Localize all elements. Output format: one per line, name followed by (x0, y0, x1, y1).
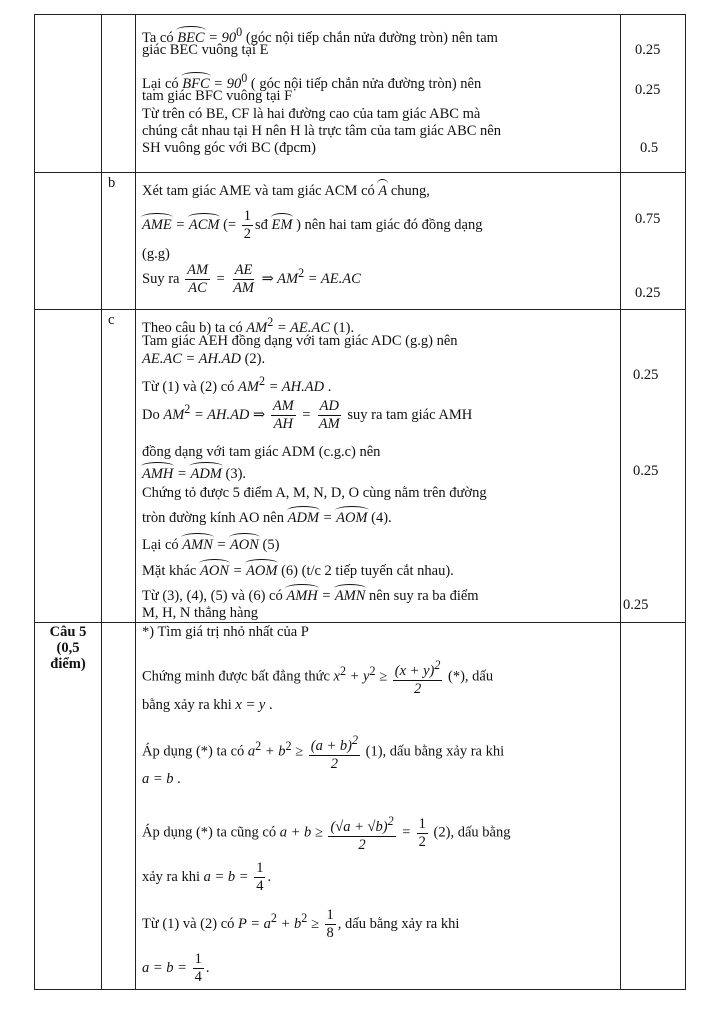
cau5-unit: điểm) (50, 656, 86, 672)
score-6: 0.25 (633, 367, 659, 383)
score-3: 0.5 (640, 140, 659, 156)
line-c5: Do $AM^2 = AH.AD$ ⇒ $\frac{AM}{AH}$ = $\frac{AD}{AM}$ suy ra tam giác AMH (142, 398, 473, 432)
row-divider-1 (35, 172, 685, 173)
column-divider-2 (135, 15, 136, 989)
line-d2: Chứng minh được bất đẳng thức $x^2 + y^2$ ≥ $\frac{(x + y)^2}{2}$ (*), dấu (142, 658, 494, 697)
line-c6: đồng dạng với tam giác ADM (c.g.c) nên (142, 444, 381, 460)
line-c1: Theo câu b) ta có $AM^2 = AE.AC$ (1). (142, 315, 355, 336)
column-divider-1 (101, 15, 102, 989)
sub-label-c: c (108, 312, 115, 328)
score-4: 0.75 (635, 211, 661, 227)
line-c8: Chứng tỏ được 5 điểm A, M, N, D, O cùng nằm trên đường (142, 485, 487, 501)
score-7: 0.25 (633, 463, 659, 479)
row-divider-3 (35, 622, 685, 623)
cau5-title: Câu 5 (49, 624, 87, 640)
line-c10: Lại có AMN = AON (5) (142, 537, 280, 553)
line-a6: chúng cắt nhau tại H nên H là trực tâm của tam giác ABC nên (142, 123, 501, 139)
line-d1: *) Tìm giá trị nhỏ nhất của P (142, 624, 309, 640)
line-c2: Tam giác AEH đồng dạng với tam giác ADC (g.g) nên (142, 333, 458, 349)
line-d9: a = b = $\frac{1}{4}$ . (142, 951, 210, 985)
score-8: 0.25 (623, 597, 649, 613)
line-d3: bằng xảy ra khi x = y . (142, 697, 273, 713)
line-c12: Từ (3), (4), (5) và (6) có AMH = AMN nên suy ra ba điểm (142, 588, 479, 604)
sub-label-b: b (108, 175, 116, 191)
line-a4: tam giác BFC vuông tại F (142, 88, 293, 104)
score-5: 0.25 (635, 285, 661, 301)
line-a3: Lại có BFC = $90^0$ ( góc nội tiếp chắn nửa đường tròn) nên (142, 71, 482, 92)
line-b2: AME = ACM (= $\frac{1}{2}$ sđ EM ) nên hai tam giác đó đồng dạng (142, 208, 483, 242)
score-2: 0.25 (635, 82, 661, 98)
line-a2: giác BEC vuông tại E (142, 42, 269, 58)
line-b3: (g.g) (142, 246, 170, 262)
column-divider-3 (620, 15, 621, 989)
line-d5: a = b . (142, 771, 181, 787)
line-d6: Áp dụng (*) ta cũng có a + b ≥ $\frac{(√a + √b)^2}{2}$ = $\frac{1}{2}$ (2), dấu bằng (142, 814, 511, 853)
score-1: 0.25 (635, 42, 661, 58)
line-c9: tròn đường kính AO nên ADM = AOM (4). (142, 510, 392, 526)
line-d4: Áp dụng (*) ta có $a^2 + b^2$ ≥ $\frac{(a + b)^2}{2}$ (1), dấu bằng xảy ra khi (142, 733, 505, 772)
line-a7: SH vuông góc với BC (đpcm) (142, 140, 317, 156)
line-b4: Suy ra $\frac{AM}{AC}$ = $\frac{AE}{AM}$ ⇒ $AM^2 = AE.AC$ (142, 262, 361, 296)
line-c11: Mặt khác AON = AOM (6) (t/c 2 tiếp tuyến cắt nhau). (142, 563, 454, 579)
row-divider-2 (35, 309, 685, 310)
line-c7: AMH = ADM (3). (142, 466, 247, 482)
line-d7: xảy ra khi a = b = $\frac{1}{4}$ . (142, 860, 272, 894)
line-c3: AE.AC = AH.AD (2). (142, 351, 266, 367)
cau5-points: (0,5 (56, 640, 80, 656)
line-c13: M, H, N thẳng hàng (142, 605, 258, 621)
line-c4: Từ (1) và (2) có $AM^2 = AH.AD$ . (142, 374, 332, 395)
line-b1: Xét tam giác AME và tam giác ACM có A chung, (142, 183, 430, 199)
line-a1: Ta có BEC = $90^0$ (góc nội tiếp chắn nửa đường tròn) nên tam (142, 25, 498, 46)
line-d8: Từ (1) và (2) có $P = a^2 + b^2$ ≥ $\frac{1}{8}$ , dấu bằng xảy ra khi (142, 907, 460, 941)
line-a5: Từ trên có BE, CF là hai đường cao của tam giác ABC mà (142, 106, 481, 122)
